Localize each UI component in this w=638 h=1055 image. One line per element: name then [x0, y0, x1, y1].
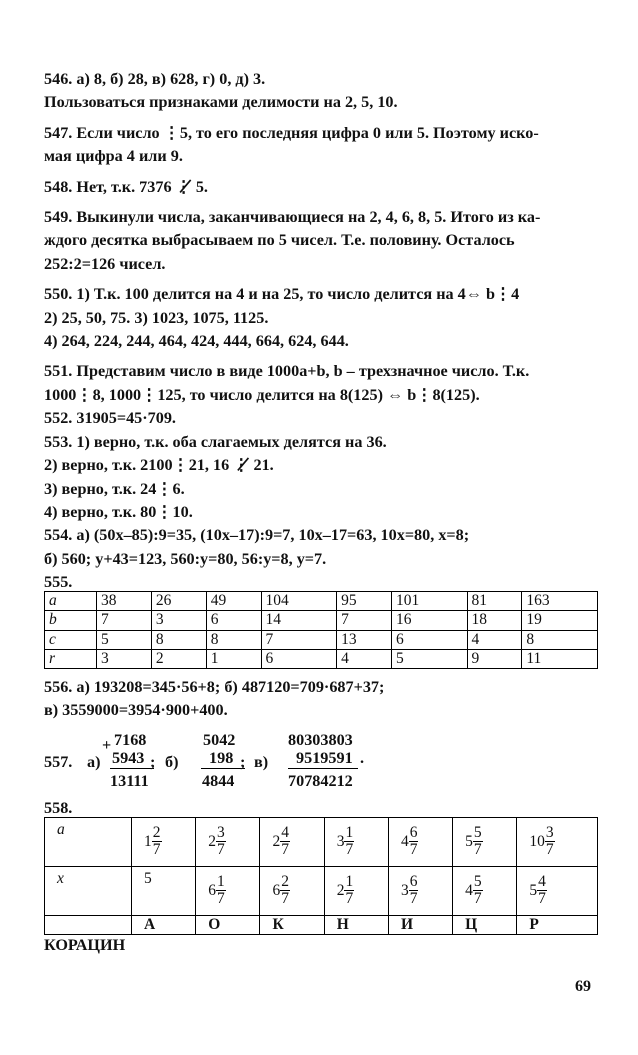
problem-547-line2: мая цифра 4 или 9. — [44, 147, 183, 166]
problem-549: 549. Выкинули числа, заканчивающиеся на 2, 4, 6, 8, 5. Итого из ка- — [44, 208, 541, 227]
c-result: 70784212 — [288, 771, 353, 790]
letter-cell: Ц — [453, 915, 517, 934]
problem-548: 548. Нет, т.к. 7376 ⋮̸ 5. — [44, 177, 208, 196]
table-555 — [44, 591, 598, 669]
a-top: 7168 — [114, 730, 147, 749]
table-cell — [388, 817, 452, 866]
table-cell: 19 — [522, 611, 598, 630]
problem-557 — [44, 729, 599, 795]
table-cell: 16 — [391, 611, 467, 630]
table-cell: 26 — [151, 592, 206, 611]
mixed-whole: 5 — [465, 832, 473, 850]
problem-558-heading: 558. — [44, 798, 73, 817]
table-cell — [517, 817, 598, 866]
table-row — [45, 817, 598, 866]
fraction: $\frac{2}{7}$ — [281, 873, 289, 908]
table-cell: 9 — [467, 649, 522, 668]
letter-cell: О — [196, 915, 260, 934]
problem-551: 551. Представим число в виде 1000a+b, b – трехзначное число. Т.к. — [44, 362, 530, 381]
b-top: 5042 — [203, 730, 236, 749]
table-row — [45, 866, 598, 915]
problem-549-line3: 252:2=126 чисел. — [44, 254, 166, 273]
problem-550: 550. 1) Т.к. 100 делится на 4 и на 25, то число делится на 4⇔ b⋮4 — [44, 285, 520, 304]
table-cell: 8 — [206, 630, 261, 649]
table-cell: 3 — [97, 649, 152, 668]
table-cell: b — [45, 611, 97, 630]
mixed-whole: 5 — [529, 881, 538, 899]
table-cell — [517, 866, 598, 915]
problem-546-line2: Пользоваться признаками делимости на 2, 5, 10. — [44, 93, 398, 112]
fraction: $\frac{4}{7}$ — [538, 873, 546, 908]
problem-546: 546. а) 8, б) 28, в) 628, г) 0, д) 3. — [44, 70, 266, 88]
table-cell — [260, 817, 324, 866]
mixed-whole: 2 — [208, 832, 216, 850]
table-cell: 13 — [337, 630, 392, 649]
problem-556-line2: в) 3559000=3954·900+400. — [44, 701, 228, 720]
mixed-whole: 3 — [400, 881, 409, 899]
table-cell — [196, 866, 260, 915]
table-row — [45, 630, 598, 649]
table-cell: 49 — [206, 592, 261, 611]
table-cell: 6 — [261, 649, 337, 668]
sep2: ; — [240, 752, 246, 771]
table-row — [45, 592, 598, 611]
table-cell — [196, 817, 260, 866]
b-bottom: 198 — [209, 748, 234, 767]
table-row — [45, 649, 598, 668]
table-cell: 4 — [337, 649, 392, 668]
letter-cell: К — [260, 915, 324, 934]
problem-551-line2: 1000⋮8, 1000⋮125, то число делится на 8(125) ⇔ b⋮8(125). — [44, 385, 480, 404]
sep1: ; — [150, 752, 156, 771]
problem-553-line3: 3) верно, т.к. 24⋮6. — [44, 479, 185, 498]
letter-cell: Н — [324, 915, 388, 934]
problem-553: 553. 1) верно, т.к. оба слагаемых делятся на 36. — [44, 432, 387, 451]
table-cell: 14 — [261, 611, 337, 630]
letter-cell: А — [132, 915, 196, 934]
letter-cell: Р — [517, 915, 598, 934]
problem-554-line2: б) 560; y+43=123, 560:y=80, 56:y=8, y=7. — [44, 549, 327, 568]
problem-553-line4: 4) верно, т.к. 80⋮10. — [44, 502, 193, 521]
table-cell — [132, 817, 196, 866]
label-c: в) — [254, 752, 269, 771]
b-result: 4844 — [202, 771, 235, 790]
mixed-whole: 10 — [529, 832, 545, 850]
table-row — [45, 915, 598, 934]
table-cell: 1 — [206, 649, 261, 668]
fraction: $\frac{5}{7}$ — [473, 824, 482, 859]
table-row — [45, 611, 598, 630]
fraction: $\frac{3}{7}$ — [216, 824, 225, 859]
label-a: а) — [87, 752, 101, 771]
table-cell: 104 — [261, 592, 337, 611]
mixed-whole: 6 — [272, 881, 281, 899]
table-cell: 7 — [97, 611, 152, 630]
row-label: a — [45, 817, 132, 866]
fraction: $\frac{5}{7}$ — [473, 873, 482, 908]
mixed-whole: 6 — [208, 881, 216, 899]
table-cell: 11 — [522, 649, 598, 668]
table-cell — [388, 866, 452, 915]
table-cell: 2 — [151, 649, 206, 668]
fraction: $\frac{4}{7}$ — [281, 824, 289, 859]
table-cell: c — [45, 630, 97, 649]
fraction: $\frac{1}{7}$ — [216, 873, 225, 908]
fraction: $\frac{1}{7}$ — [345, 824, 354, 859]
fraction: $\frac{6}{7}$ — [409, 824, 418, 859]
answer-558: КОРАЦИН — [44, 935, 126, 954]
table-558 — [44, 817, 598, 935]
table-cell: 18 — [467, 611, 522, 630]
mixed-whole: 3 — [336, 832, 345, 850]
mixed-whole: 2 — [336, 881, 345, 899]
table-cell: 3 — [151, 611, 206, 630]
problem-556: 556. а) 193208=345·56+8; б) 487120=709·687+37; — [44, 677, 385, 696]
table-cell: r — [45, 649, 97, 668]
letter-cell: И — [388, 915, 452, 934]
mixed-whole: 1 — [144, 832, 152, 850]
table-cell: 7 — [337, 611, 392, 630]
problem-552: 552. 31905=45·709. — [44, 409, 176, 428]
page-number: 69 — [575, 978, 591, 995]
table-cell — [324, 866, 388, 915]
table-cell: 38 — [97, 592, 152, 611]
table-cell: 95 — [337, 592, 392, 611]
mixed-whole: 2 — [272, 832, 281, 850]
plus-sign: + — [102, 735, 112, 754]
fraction: $\frac{6}{7}$ — [409, 873, 418, 908]
problem-554: 554. а) (50x–85):9=35, (10x–17):9=7, 10x–17=63, 10x=80, x=8; — [44, 526, 470, 545]
fraction: $\frac{3}{7}$ — [545, 824, 554, 859]
problem-550-line2: 2) 25, 50, 75. 3) 1023, 1075, 1125. — [44, 308, 269, 327]
empty-cell — [45, 915, 132, 934]
problem-549-line2: ждого десятка выбрасываем по 5 чисел. Т.е. половину. Осталось — [44, 231, 515, 250]
table-cell — [260, 866, 324, 915]
problem-550-line3: 4) 264, 224, 244, 464, 424, 444, 664, 624, 644. — [44, 332, 349, 351]
table-cell: a — [45, 592, 97, 611]
table-cell: 5 — [391, 649, 467, 668]
table-cell: 163 — [522, 592, 598, 611]
mixed-whole: 4 — [400, 832, 409, 850]
table-cell — [453, 866, 517, 915]
table-cell: 4 — [467, 630, 522, 649]
table-cell — [324, 817, 388, 866]
problem-555-heading: 555. — [44, 573, 73, 592]
table-cell: 6 — [206, 611, 261, 630]
problem-547: 547. Если число ⋮5, то его последняя цифра 0 или 5. Поэтому иско- — [44, 123, 539, 142]
c-top: 80303803 — [288, 730, 353, 749]
table-cell: 8 — [522, 630, 598, 649]
table-cell — [453, 817, 517, 866]
table-cell: 7 — [261, 630, 337, 649]
table-cell: 6 — [391, 630, 467, 649]
fraction: $\frac{1}{7}$ — [345, 873, 354, 908]
table-cell: 5 — [132, 866, 196, 915]
mixed-whole: 4 — [465, 881, 473, 899]
fraction: $\frac{2}{7}$ — [152, 824, 161, 859]
table-cell: 8 — [151, 630, 206, 649]
problem-557-number: 557. — [44, 752, 73, 771]
a-result: 13111 — [110, 771, 149, 790]
c-bottom: 9519591 — [296, 748, 353, 767]
c-end: . — [360, 748, 365, 767]
row-label: x — [45, 866, 132, 915]
table-cell: 81 — [467, 592, 522, 611]
a-bottom: 5943 — [112, 748, 145, 767]
table-cell: 101 — [391, 592, 467, 611]
page-content — [44, 68, 599, 955]
table-cell: 5 — [97, 630, 152, 649]
label-b: б) — [165, 752, 179, 771]
problem-553-line2: 2) верно, т.к. 2100⋮21, 16 ⋮̸ 21. — [44, 456, 274, 475]
